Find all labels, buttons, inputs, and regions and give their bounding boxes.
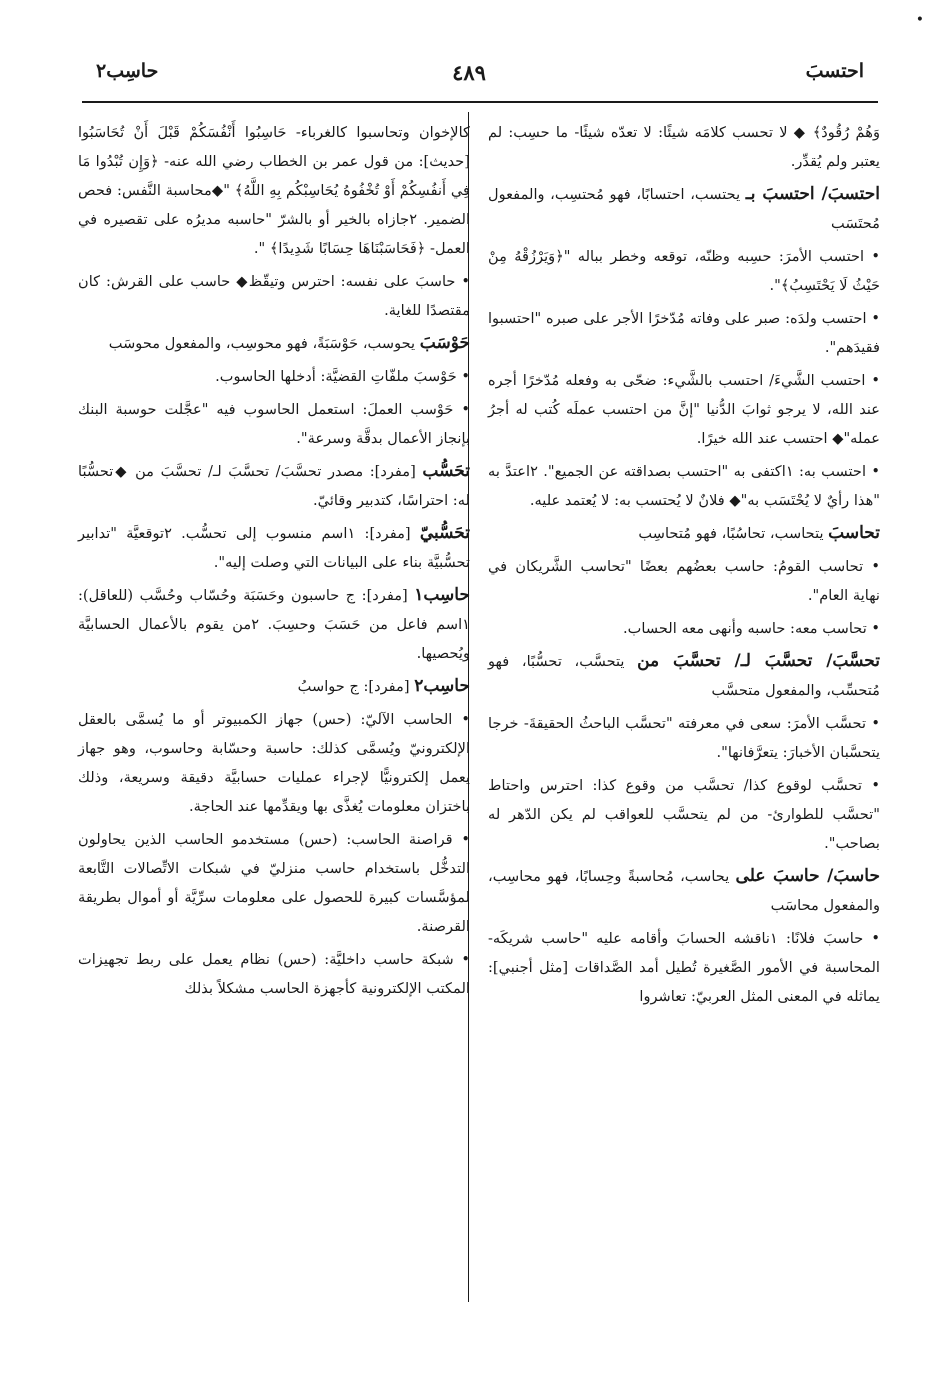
dictionary-entry: [488, 647, 880, 705]
definition-line: • حَوْسب العملَ: استعمل الحاسوب فيه "عجَّلت حوسبة البنك بإنجاز الأعمال بدقَّة وسرعة".: [78, 401, 470, 447]
definition-line: • شبكة حاسب داخليَّة: (حس) نظام يعمل على ربط تجهيزات المكتب الإلكترونية كأجهزة الحاسب مشكلاً بذلك: [78, 951, 470, 997]
dictionary-entry: [78, 519, 470, 577]
column-left: [78, 118, 470, 1007]
headword: حاسِب١: [414, 585, 470, 605]
headword: حاسبَ/ حاسبَ على: [735, 866, 880, 886]
definition-line: • حَوْسبَ ملفّاتِ القضيَّة: أدخلها الحاسوب.: [215, 368, 470, 385]
entry-text: يحوسب، حَوْسَبَةً، فهو محوسِب، والمفعول محوسَب: [108, 335, 416, 352]
definition-line: • تحسَّب الأمرَ: سعى في معرفته "تحسَّب الباحثُ الحقيقةَ- خرجا يتحسَّبان الأخبارَ: يتعرَّفانها".: [488, 715, 880, 761]
header-guide-word-left: حاسِب٢: [96, 60, 159, 82]
definition-line: • حاسبَ على نفسه: احترس وتيقّظ◆ حاسب على القرش: كان مقتصدًا للغاية.: [78, 273, 470, 319]
page-number: ٤٨٩: [452, 60, 486, 85]
headword: حاسِب٢: [414, 676, 470, 696]
entry-text: [مفرد]: ١اسم منسوب إلى تحسُّب. ٢توقعيَّة "تدابير تحسُّبيَّة بناء على البيانات التي وصلت إليه".: [78, 525, 470, 571]
entry-text: يتحاسب، تحاسُبًا، فهو مُتحاسِب: [638, 525, 824, 542]
definition-line: • احتسب الأمرَ: حسِبه وظنّه، توقعه وخطر بباله "﴿وَيَرْزُقْهُ مِنْ حَيْثُ لَا يَحْتَسِبُ﴾".: [488, 248, 880, 294]
definition-line: وَهُمْ رُقُودٌ﴾ ◆ لا تحسب كلامَه شيئًا: لا تعدّه شيئًا- ما حسِب: لم يعتبر ولم يُقدِّر.: [488, 124, 880, 170]
definition-line: • تحاسب القومُ: حاسب بعضُهم بعضًا "تحاسب الشَّريكان في نهاية العام".: [488, 558, 880, 604]
definition-line: • حاسبَ فلانًا: ١ناقشه الحسابَ وأقامه عليه "حاسب شريكَه- المحاسبة في الأمور الصَّغيرة تُطيل أمد الصَّداقات [مثل أجنبي]: يماثله في المعنى المثل العربيّ: تعاشروا: [488, 930, 880, 1005]
headword: تحاسبَ: [828, 523, 880, 543]
entry-text: يحتسب، احتسابًا، فهو مُحتسِب، والمفعول مُحتَسَب: [488, 186, 880, 232]
entry-text: يحاسب، مُحاسبةً وحِسابًا، فهو محاسِب، والمفعول محاسَب: [488, 868, 880, 914]
headword: احتسبَ/ احتسبَ بـ: [745, 184, 880, 204]
header-guide-word-right: احتسبَ: [805, 60, 864, 82]
dictionary-entry: [78, 457, 470, 515]
dictionary-entry: [488, 862, 880, 920]
definition-line: • تحاسب معه: حاسبه وأنهى معه الحساب.: [623, 620, 880, 637]
dictionary-entry: [488, 180, 880, 238]
definition-line: كالإخوان وتحاسبوا كالغرباء- حَاسِبُوا أَنْفُسَكُمْ قَبْلَ أَنْ تُحَاسَبُوا [حديث]: من قول عمر بن الخطاب رضي الله عنه- ﴿وَإِن تُبْدُوا مَا فِي أَنفُسِكُمْ أَوْ تُخْفُوهُ يُحَاسِبْكُم بِهِ اللَّهُ﴾ "◆محاسبة النَّفس: فحص الضمير. ٢جازاه بالخير أو بالشرّ "حاسبه مديرُه على تقصيره في العمل- ﴿فَحَاسَبْنَاهَا حِسَابًا شَدِيدًا﴾ ".: [78, 124, 470, 257]
column-right: [488, 118, 880, 1015]
definition-line: • احتسب به: ١اكتفى به "احتسب بصداقته عن الجميع". ٢اعتدَّ به "هذا رأيٌ لا يُحْتَسَب به"◆ فلانٌ لا يُحتسب به: لا يُعتمد عليه.: [488, 463, 880, 509]
definition-line: • الحاسب الآليّ: (حس) جهاز الكمبيوتر أو ما يُسمَّى بالعقل الإلكترونيّ ويُسمَّى كذلك: حاسبة وحسّابة وحاسوب، وهو جهاز يعمل إلكترونيًّا لإجراء عمليات حسابيَّة دقيقة وسريعة، وذلك باختزان معلومات يُغذَّى بها ويقدِّمها عند الحاجة.: [78, 711, 470, 815]
headword: تحَسُّبيّ: [419, 523, 470, 543]
corner-dot: •: [915, 12, 924, 28]
definition-line: • تحسَّب لوقوع كذا/ تحسَّب من وقوع كذا: احترس واحتاط "تحسَّب للطوارئ- من لم يتحسَّب للعواقب لم يكن الدّهر له بصاحب".: [488, 777, 880, 852]
headword: تحسَّبَ/ تحسَّبَ لـ/ تحسَّبَ من: [637, 651, 881, 671]
entry-text: [مفرد]: مصدر تحسَّبَ/ تحسَّبَ لـ/ تحسَّبَ من ◆تحسُّبًا له: احتراسًا، كتدبير وقائيّ.: [78, 463, 470, 509]
entry-text: [مفرد]: ج حواسبُ: [297, 678, 410, 695]
definition-line: • احتسب الشَّيءَ/ احتسب بالشَّيء: ضحّى به وفعله مُدّخرًا أجره عند الله، لا يرجو ثوابَ الدُّنيا "إنَّ من احتسب عملَه كُتب له أجرُ عمله"◆ احتسب عند الله خيرًا.: [488, 372, 880, 447]
entry-text: يتحسَّب، تحسُّبًا، فهو مُتحسِّب، والمفعول متحسَّب: [488, 653, 880, 699]
header-rule: [82, 101, 878, 103]
dictionary-entry: [488, 519, 880, 548]
entry-text: [مفرد]: ج حاسبون وحَسَبَة وحُسّاب وحُسَّب (للعاقل): ١اسم فاعل من حَسَبَ وحسِبَ. ٢من يقوم بالأعمال الحسابيَّة ويُحصيها.: [78, 587, 470, 662]
dictionary-entry: [78, 581, 470, 668]
dictionary-entry: [78, 672, 470, 701]
definition-line: • قراصنة الحاسب: (حس) مستخدمو الحاسب الذين يحاولون التدخُّل باستخدام حاسب منزليّ في شبكات الاتِّصالات التَّابعة لمؤسَّسات كبيرة للحصول على معلومات سرِّيَّة أو أموال بطريقة القرصنة.: [78, 831, 470, 935]
headword: تحَسُّب: [422, 461, 470, 481]
definition-line: • احتسب ولدَه: صبر على وفاته مُدّخرًا الأجر على صبره "احتسبوا فقيدَهم".: [488, 310, 880, 356]
dictionary-entry: [78, 329, 470, 358]
headword: حَوْسَبَ: [419, 333, 470, 353]
